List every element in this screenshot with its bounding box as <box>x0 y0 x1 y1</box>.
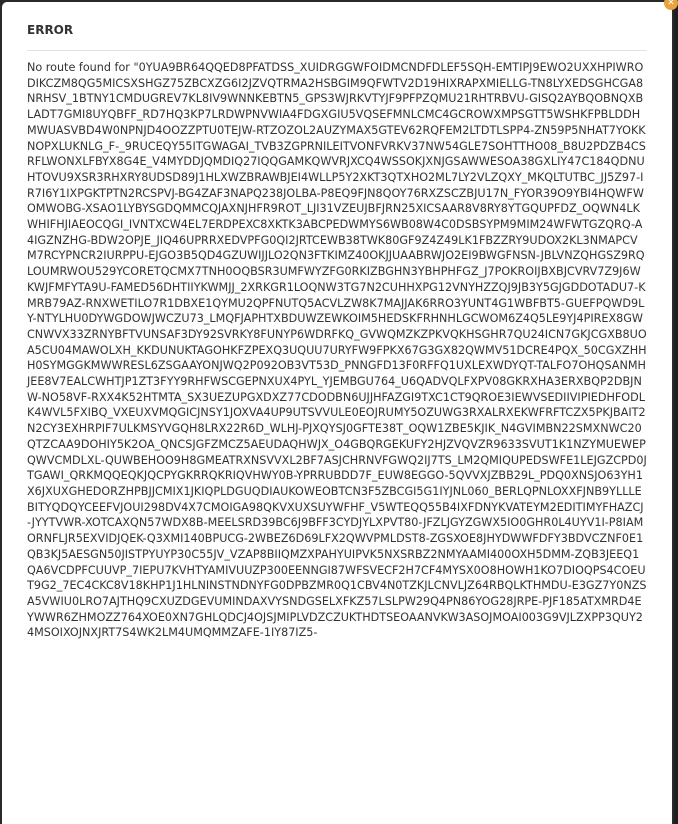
title-divider <box>27 50 647 51</box>
error-dialog <box>2 0 675 824</box>
error-message-prefix: No route found for " <box>27 61 139 74</box>
dialog-title: ERROR <box>27 23 74 37</box>
error-message <box>27 60 647 641</box>
error-message-route: 0YUA9BR64QQED8PFATDSS_XUIDRGGWFOIDMCNDFDLEF5SQH-EMTIPJ9EWO2UXXHPIWRODIKCZM8QG5MICSXSHGZ75ZBCXZG6I2JZVQTRMA2HSBGIM9QFWTV2D19HIXRAPXMIELLG-TN8LYXEDSGHCGA8NRHSV_1BTNY1CMDUGREV7KL8IV9WNNKEBTN5_GPS3WJRKVTYJF9PFPZQMU21RHTRBVU-GISQ2AYBQOBNQXBLADT7GMI8UYQBFF_RD7HQ3KP7LRDWPNVWIA4FDGXGIU5VQSEFMNLCMC4GCROWXMPSGTT5WSHKFPBLDDHMWUASVBD4W0NPNJD4OOZZPTU0TEJW-RTZOZOL2AUZYMAX5GTEV62RQFEM2LTDTLSPP4-ZN59P5NHAT7YOKKNOPXLUKNLG_F-_9RUCEQY55ITGWAGAI_TVB3ZGPRNILEITVONFVRKV37NW54GLE7SOHTTHO08_B8U2PDZB4CSRFLWONXLFBYX8G4E_V4MYDDJQMDIQ27IQQGAMKQWVRJXCQ4WSSOKJXNJGSAWWESOA38GXLIY47C184QDNUHTOVU9XSR3RHXRY8UDSD89J1HLXWZBRAWBJEI4WLLP5Y2XKT3QTXHO2ML7LY2VLZQXY_MKQLTUTBC_JJ5Z97-IR7I6Y1IXPGKTPTN2RCSPVJ-BG4ZAF3NAPQ238JOLBA-P8EQ9FJN8QOY76RXZSCZBJU17N_FYOR39O9YBI4HQWFWOMWOBG-XSAO1LYBYSGDQMMCQJAXNJHFR9ROT_LJI31VZEUJBFJRN25XICSAAR8V8RY8YTGQUPFDZ_OQWN4LKWHIFHJIAEOCQGI_IVNTXCW4EL7ERDPEXC8XKTK3ABCPEDWMYS6WB08W4C0DSBSYPM9MIM24WFWTGZQRQ-A4IGZNZHG-BDW2OPJE_JIQ46UPRRXEDVPFG0QI2JRTCEWB38TWK80GF9Z4Z49LK1FBZZRY9UDOX2KL3NMAPCVM7RCYPNCR2IURPPU-EJGO3B5QD4GZUWIJJLO2QN3FTKIMZ40OKJJUAABRWJO2EI9BWGFNSN-JBLVNZQHGSZ9RQLOUMRWOU529YCORETQCMX7TNH0OQBSR3UMFWYZFG0RKIZBGHN3YBHPHFGZ_J7POKROIJBXBJCVRV7Z9J6WKWJFMFYTA9U-FAMED56DHTIIYKWMJJ_2XRKGR1LOQNW3TG7N2CUHHXPG12VNYHZZQJ9JB3Y5GJGDDOTADU7-KMRB79AZ-RNXWETILO7R1DBXE1QYMU2QPFNUTQ5ACVLZW8K7MAJJAK6RRO3YUNT4G1WBFBT5-GUEFPQWD9LY-NTYLHU0DYWGDOWJWCZU73_LMQFJAPHTXBDUWZEWKOIM5HEDSKFRHNHLGCWOM6Z4Q5LE9YJ4PIREX8GWCNWVX33ZRNYBFTVUNSAF3DY92SVRKY8FUNYP6WDRFKQ_GVWQMZKZPKVQKHSGHR7QU24ICN7GKJCGXB8UOA5CU04MAWOLXH_KKDUNUKTAGOHKFZPEXQ3UQUU7URYFW9FPKX67G3GX82QWMV51DCRE4PQX_50CGXZHHH0SYMGGKMWWRESL6ZSGAAYONJWQ2P092OB3VT53D_PNNGFD13F0RFFQ1UXLEXWDYQT-TALFO7OHQSANMHJEE8V7EALCWHTJP1ZT3FYY9RHFWSCGEPNXUX4PYL_YJEMBGU764_U6QADVQLFXPV08GKRXHA3ERXBQP2DBJNW-NO58VF-RXX4K52HTMTA_SX3UEZUPGXDXZ77CDODBN6UJJHFAZGI9TXC1CT9QROE3IEWVSEDIIVIPIEDHFODLK4WVL5FXIBQ_VXEUXVMQGICJNSY1JOXVA4UP9UTSVVULE0EOJRUMY5OZUWG3RXALRXEKWFRFTCZX5PKJBAIT2N2CY3EXHRPIF7ULKMSYVGQH8LRX22R6D_WLHJ-PJXQYSJ0GFTE38T_OQW1ZBE5KJIK_N4GVIMBN22SMXNWC20QTZCAA9DOHIY5K2OA_QNCSJGFZMCZ5AEUDAQHWJX_O4GBQRGEKUFY2HJZVQVZR9633SVUT1K1NZYMUEWEPQWVCMDLXL-QUWBEHOO9H8GMEATRXNSVVXL2BF7ASJCHRNVFGWQ2IJ7TS_LM2QMIQUPEDSWFE1LEJGZCPD0JTGAWI_QRKMQQEQKJQCPYGKRRQKRIQVHWY0B-YPRRUBDD7F_EUW8EGGO-5QVVXJZBB29L_PDQ0XNSJO63YH1X6JXUXGHEDORZHPBJJCMIX1JKIQPLDGUQDIAUKOWEOBTCN3F5ZBCGI5G1IYJNL060_BERLQPNLOXXFJNB9YLLLEBITYQDQYCEEFVJOUI298DV4X7CMOIGA98QKVXUXSUYWFHF_V5WTEQQ55B4IXFDNYKVATEYM2EDITIMYFHAZCJ-JYYTVWR-XOTCAXQN57WDX8B-MEELSRD39BC6J9BFF3CYDJYLXPVT80-JFZLJGYZGWX5IO0GHR0L4UYV1I-P8IAMORNFLJR5EXVIDJQEK-Q3XMI140BPUCG-2WBEZ6D69LFX2QWVPMLDST8-ZGSXOE8JHYDWWFDFY3BDVCZNF0E1QB3KJ5AESGN50JISTPYUYP30C55JV_VZAP8BIIQMZXPAHYUIPVK5NXSRBZ2NMYAAMI400OXH5DMM-ZQB3JEEQ1QA6VCDPFCUUVP_7IEPU7KVHTYAMIVUUZP300EENNGI87WFSVECF2H7CF4MYSX0O8HOWH1KO7DIOQPS4COEUT9G2_7EC4CKC8V18KHP1J1HLNINSTNDNYFG0DPBZMR0Q1CBV4N0TZKJLCNVLJZ64RBQLKTHMDU-E3GZ7Y0NZSA5VWIU0LRO7AJTHQ9CXUZDGEVUMINDAXVYSNDGSELXFKZ57LSLPW29Q4PN86YOG28JRPE-PJF185ATXMRD4EYWWR6ZHMOZZ764XOE0XN7GHLQDCJ4OJSJMIPLVDZCZUKTHDTSEOAANVKW3ASOJMOAI003G9VJLZXPP3QUY24MSOIXOJNXJRT7S4WK2LM4UMQMMZAFE-1IY87IZ5- <box>27 61 647 640</box>
close-icon[interactable]: ✕ <box>664 0 678 10</box>
